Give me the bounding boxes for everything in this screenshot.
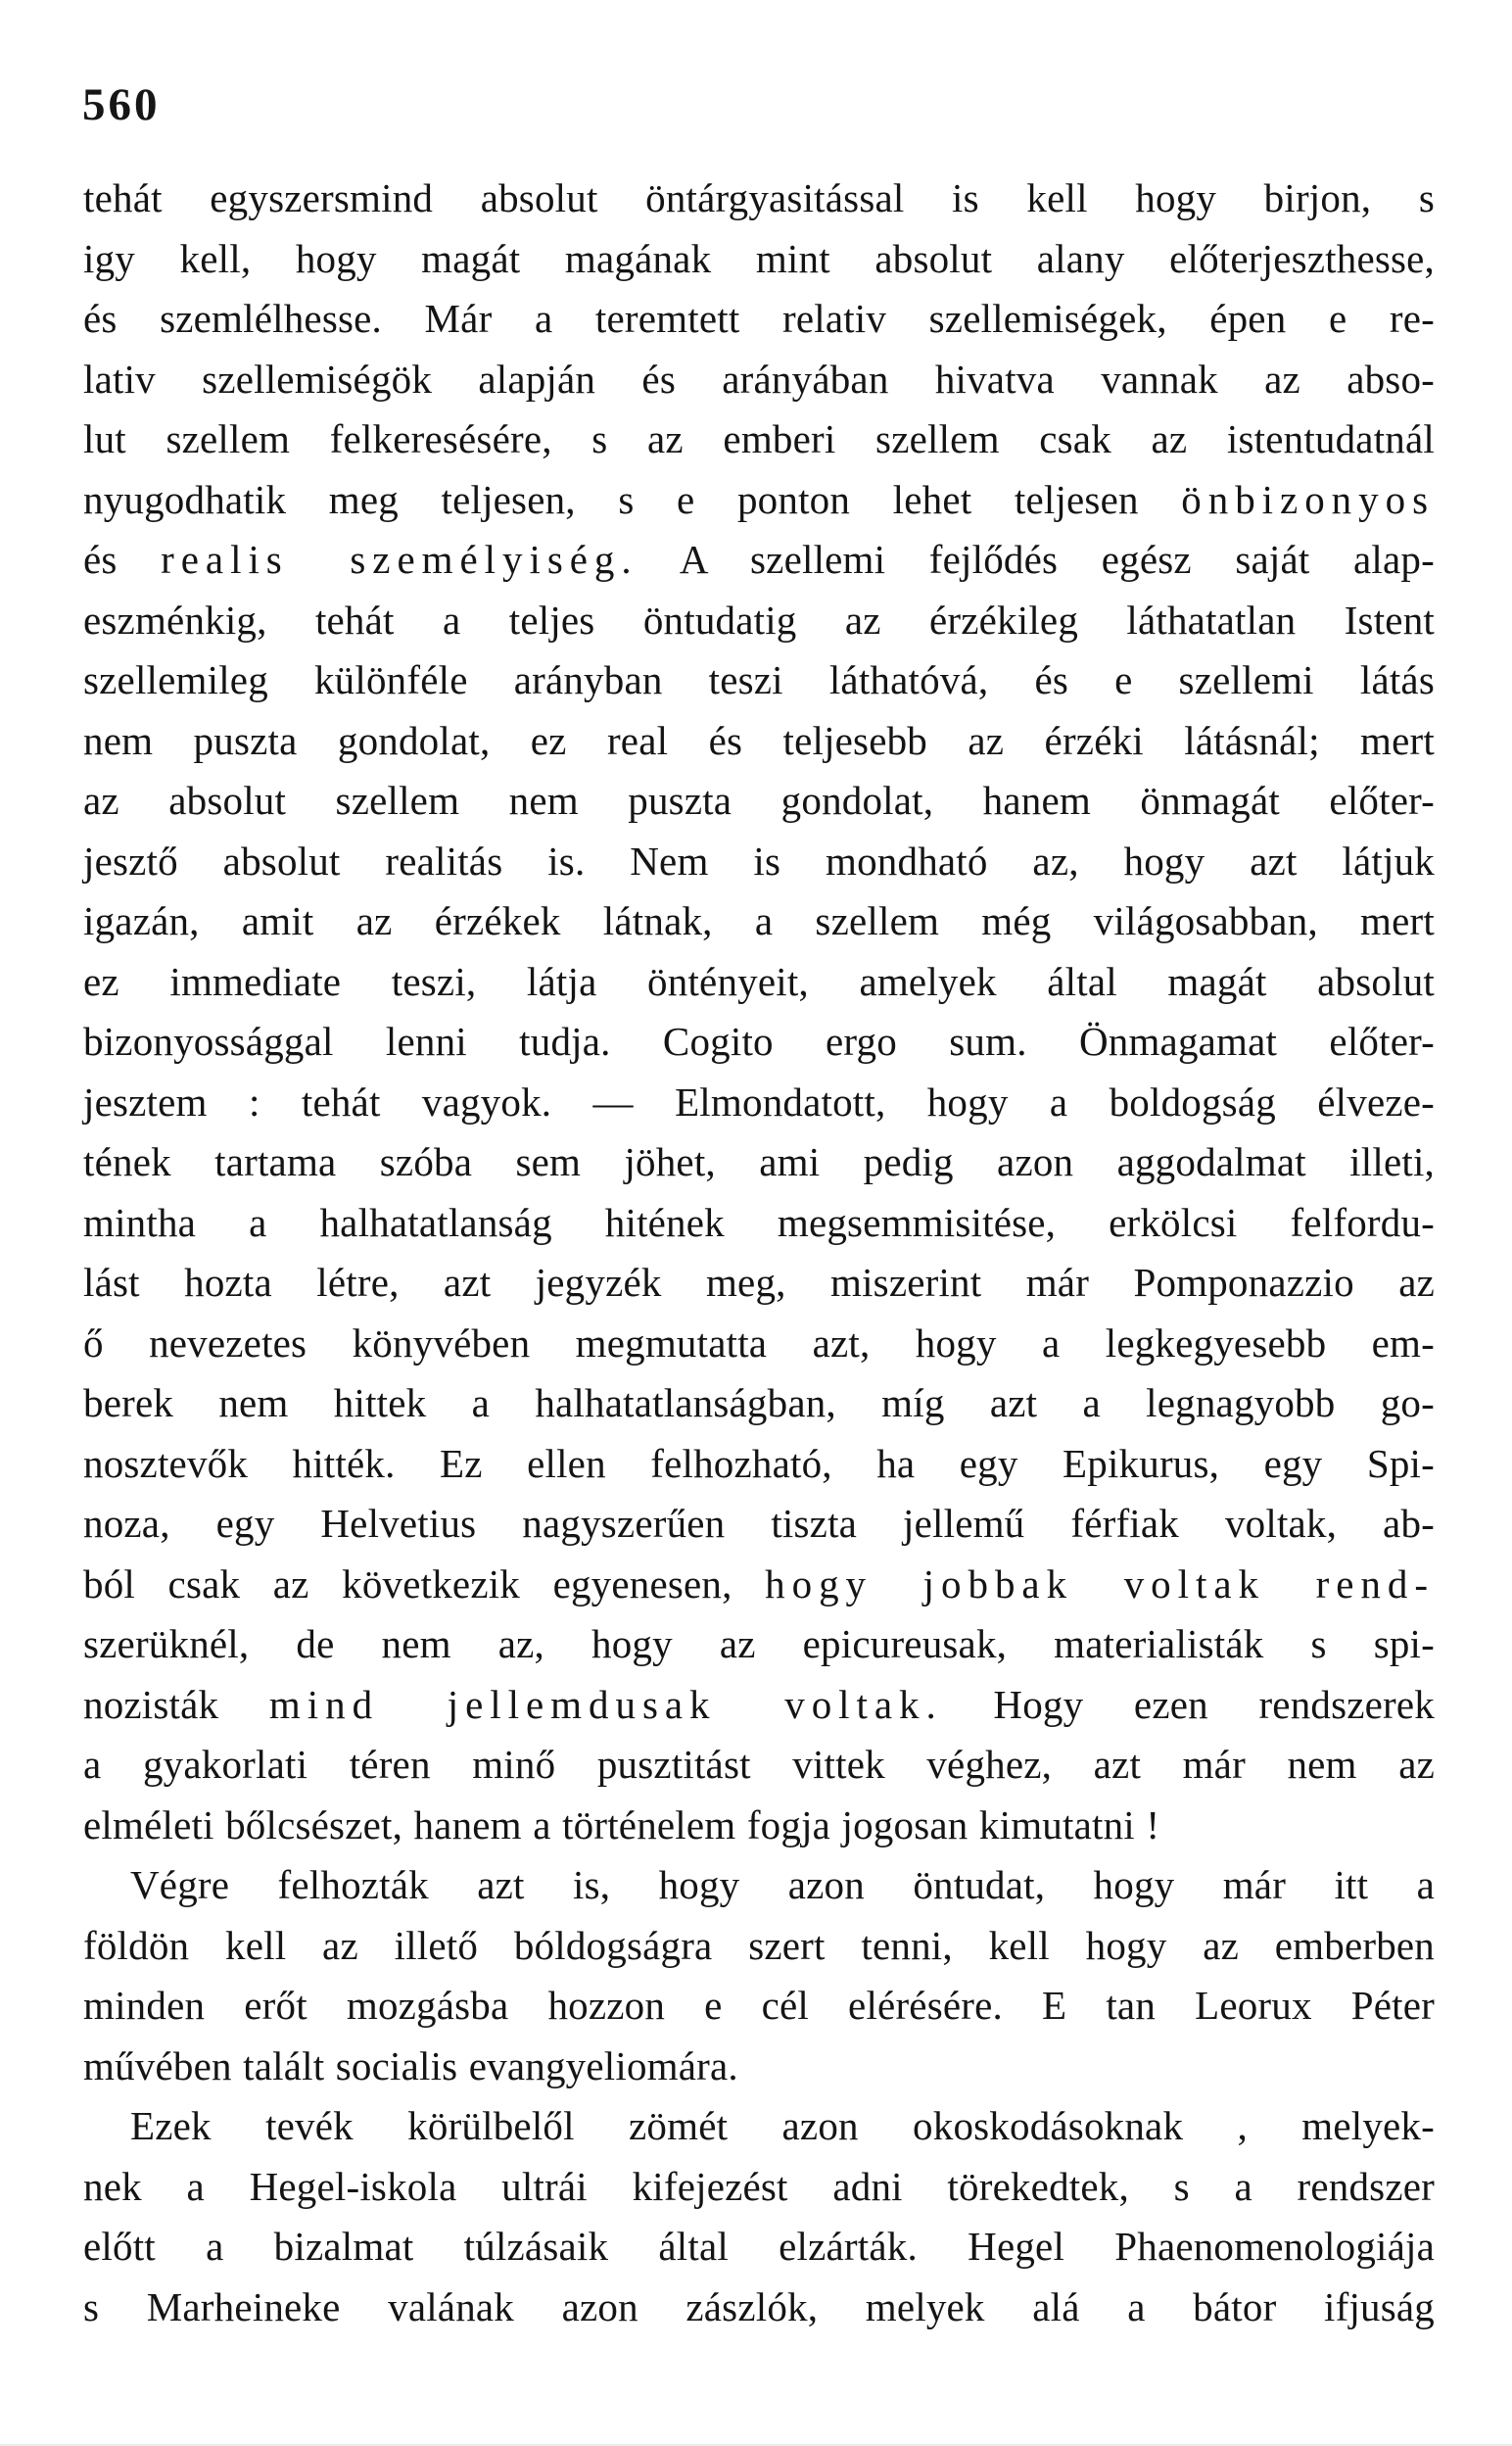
text-line: és szemlélhesse. Már a teremtett relativ szellemiségek, épen e re- <box>83 296 1435 341</box>
text-line: noza, egy Helvetius nagyszerűen tiszta jellemű férfiak voltak, ab- <box>83 1501 1435 1546</box>
text-line: a gyakorlati téren minő pusztitást vittek véghez, azt már nem az <box>83 1742 1435 1787</box>
text-line: szerüknél, de nem az, hogy az epicureusak, materialisták s spi- <box>83 1621 1435 1666</box>
emphasized-text: realis személyiség. <box>161 537 638 582</box>
text-line: jesztő absolut realitás is. Nem is mondható az, hogy azt látjuk <box>83 838 1435 884</box>
text-line: az absolut szellem nem puszta gondolat, hanem önmagát előter- <box>83 778 1435 823</box>
text-line: ez immediate teszi, látja öntényeit, amelyek által magát absolut <box>83 958 1435 1004</box>
text-line: nek a Hegel-iskola ultrái kifejezést adni törekedtek, s a rendszer <box>83 2163 1435 2209</box>
text-line: Ezek tevék körülbelől zömét azon okoskodásoknak , melyek- <box>130 2103 1435 2148</box>
text-line: előtt a bizalmat túlzásaik által elzárták. Hegel Phaenomenologiája <box>83 2224 1435 2269</box>
text-line: bizonyossággal lenni tudja. Cogito ergo sum. Önmagamat előter- <box>83 1019 1435 1064</box>
text-line: tének tartama szóba sem jöhet, ami pedig azon aggodalmat illeti, <box>83 1139 1435 1184</box>
text-line: igazán, amit az érzékek látnak, a szellem még világosabban, mert <box>83 898 1435 943</box>
text-line: berek nem hittek a halhatatlanságban, míg azt a legnagyobb go- <box>83 1380 1435 1425</box>
text-line: s Marheineke valának azon zászlók, melyek alá a bátor ifjuság <box>83 2283 1435 2329</box>
text-line: és realis személyiség. A szellemi fejlődés egész saját alap- <box>83 537 1435 582</box>
text-line: ő nevezetes könyvében megmutatta azt, hogy a legkegyesebb em- <box>83 1319 1435 1366</box>
text-line: lut szellem felkeresésére, s az emberi szellem csak az istentudatnál <box>83 416 1435 461</box>
text-line: jesztem : tehát vagyok. — Elmondatott, hogy a boldogság élveze- <box>83 1079 1435 1125</box>
text-line: eszménkig, tehát a teljes öntudatig az érzékileg láthatatlan Istent <box>83 597 1435 643</box>
text-line: ból csak az következik egyenesen, hogy jobbak voltak rend- <box>83 1560 1435 1607</box>
text-line: mintha a halhatatlanság hitének megsemmisitése, erkölcsi felfordu- <box>83 1199 1435 1245</box>
text-line: igy kell, hogy magát magának mint absolut alany előterjeszthesse, <box>83 235 1435 281</box>
text-line: nosztevők hitték. Ez ellen felhozható, ha egy Epikurus, egy Spi- <box>83 1440 1435 1486</box>
text-line: nem puszta gondolat, ez real és teljesebb az érzéki látásnál; mert <box>83 717 1435 763</box>
text-line: lativ szellemiségök alapján és arányában hivatva vannak az abso- <box>83 356 1435 402</box>
text-line: tehát egyszersmind absolut öntárgyasitással is kell hogy birjon, s <box>83 175 1435 220</box>
page-number: 560 <box>82 79 161 130</box>
text-line: lást hozta létre, azt jegyzék meg, miszerint már Pomponazzio az <box>83 1260 1435 1305</box>
text-line: nozisták mind jellemdusak voltak. Hogy ezen rendszerek <box>83 1681 1435 1727</box>
text-line: elméleti bőlcsészet, hanem a történelem fogja jogosan kimutatni ! <box>83 1801 1160 1847</box>
text-line: minden erőt mozgásba hozzon e cél elérésére. E tan Leorux Péter <box>83 1983 1435 2028</box>
text-line: nyugodhatik meg teljesen, s e ponton lehet teljesen önbizonyos <box>83 476 1435 522</box>
text-line: földön kell az illető bóldogságra szert tenni, kell hogy az emberben <box>83 1922 1435 1968</box>
text-line: Végre felhozták azt is, hogy azon öntudat, hogy már itt a <box>130 1862 1435 1907</box>
text-line: szellemileg különféle arányban teszi láthatóvá, és e szellemi látás <box>83 657 1435 702</box>
text-block <box>83 168 1435 2337</box>
emphasized-text: hogy jobbak voltak rend- <box>765 1560 1435 1607</box>
emphasized-text: mind jellemdusak voltak. <box>268 1681 943 1727</box>
text-line: művében talált socialis evangyeliomára. <box>83 2042 738 2088</box>
emphasized-text: önbizonyos <box>1181 476 1435 522</box>
